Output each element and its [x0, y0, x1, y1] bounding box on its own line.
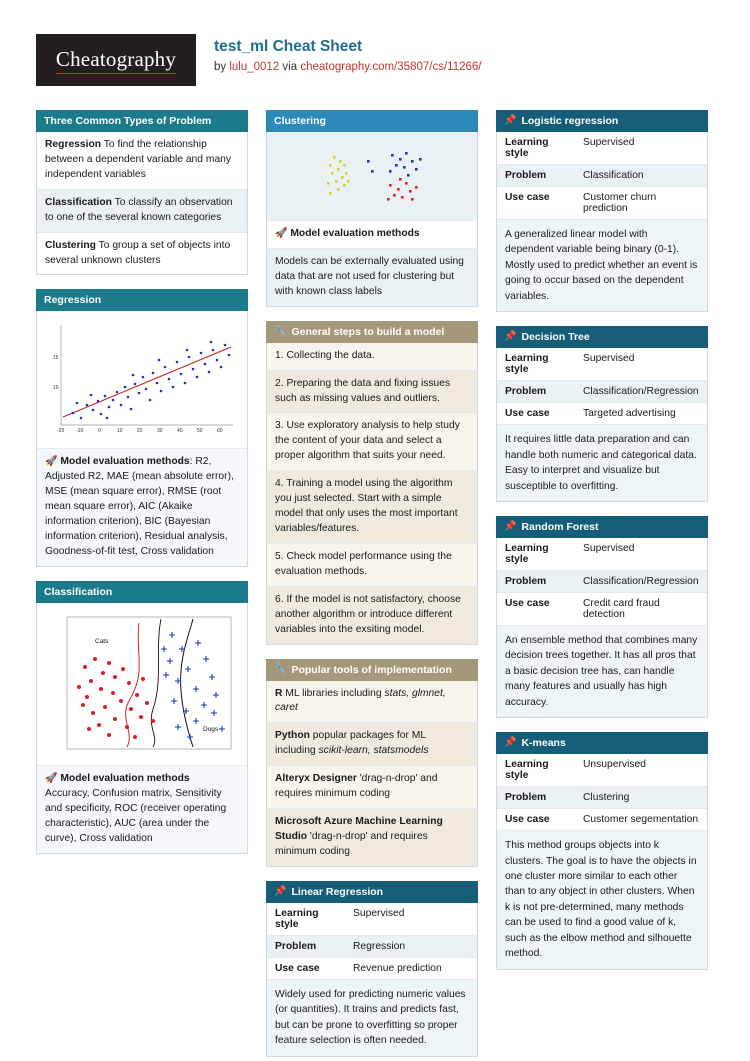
step-2: 2. Preparing the data and fixing issues such as missing values and outliers.	[267, 371, 477, 414]
card-title-decision-tree	[496, 326, 708, 348]
value-use-case: Customer churn prediction	[575, 187, 707, 220]
svg-text:10: 10	[53, 385, 59, 392]
pin-icon: 📌	[274, 885, 287, 897]
value-learning-style: Unsupervised	[575, 754, 707, 787]
wrench-icon: 🔧	[274, 325, 287, 337]
page-header	[36, 34, 716, 86]
value-learning-style: Supervised	[575, 132, 707, 165]
value-use-case: Targeted advertising	[575, 403, 707, 425]
author-link[interactable]: lulu_0012	[229, 61, 280, 73]
clustering-svg	[271, 136, 473, 216]
step-1: 1. Collecting the data.	[267, 343, 477, 371]
svg-text:50: 50	[197, 428, 203, 435]
value-use-case: Customer segementation	[575, 809, 707, 831]
classification-svg	[43, 609, 241, 759]
tool-alteryx-text: 'drag-n-drop' and requires minimum coding	[275, 773, 438, 800]
table-row	[497, 403, 707, 425]
key-learning-style: Learning style	[497, 538, 575, 571]
card-title-problem-types: Three Common Types of Problem	[36, 110, 248, 132]
tool-r	[267, 681, 477, 724]
classification-eval	[37, 766, 247, 853]
card-title-popular-tools	[266, 659, 478, 681]
regression-eval-text: : R2, Adjusted R2, MAE (mean absolute error), MSE (mean square error), RMSE (root mean square error), AIC (Akaike information criterion), BIC (Bayesian information criterion), Residual analysis, Goodness-of-fit test, Cross validation	[45, 456, 234, 557]
source-link[interactable]: cheatography.com/35807/cs/11266/	[300, 61, 482, 73]
clustering-scatter-chart	[267, 132, 477, 221]
column-middle	[266, 110, 478, 1061]
svg-text:30: 30	[157, 428, 163, 435]
value-problem: Classification	[575, 165, 707, 187]
value-learning-style: Supervised	[575, 538, 707, 571]
term-classification: Classification	[45, 196, 112, 208]
key-learning-style: Learning style	[267, 903, 345, 936]
wrench-icon: 🔧	[274, 663, 287, 675]
table-row	[497, 570, 707, 592]
table-row	[497, 592, 707, 625]
tool-alteryx	[267, 766, 477, 809]
card-title-decision-tree-label: Decision Tree	[521, 331, 590, 344]
table-row	[267, 903, 477, 936]
linear-regression-note: Widely used for predicting numeric values (or quantities). It trains and predicts fast, but can be prone to overfitting so proper feature selection is often needed.	[267, 980, 477, 1056]
table-row	[497, 809, 707, 831]
rocket-icon: 🚀	[45, 772, 58, 784]
tool-python	[267, 723, 477, 766]
column-right	[496, 110, 708, 984]
clustering-eval-text: Models can be externally evaluated using data that are not used for clustering but with known class labels	[267, 249, 477, 306]
card-title-random-forest	[496, 516, 708, 538]
table-row	[497, 787, 707, 809]
regression-scatter-chart	[37, 311, 247, 449]
table-row	[497, 132, 707, 165]
key-use-case: Use case	[497, 187, 575, 220]
key-use-case: Use case	[267, 957, 345, 979]
classification-eval-label: Model evaluation methods	[60, 772, 190, 784]
value-problem: Regression	[345, 935, 477, 957]
table-row	[497, 381, 707, 403]
random-forest-table	[497, 538, 707, 626]
card-random-forest	[496, 516, 708, 718]
table-row	[497, 348, 707, 381]
card-general-steps	[266, 321, 478, 645]
term-clustering: Clustering	[45, 239, 96, 251]
row-regression-def	[37, 132, 247, 190]
card-decision-tree	[496, 326, 708, 502]
clustering-eval-header	[267, 221, 477, 249]
pin-icon: 📌	[504, 520, 517, 532]
value-use-case: Revenue prediction	[345, 957, 477, 979]
table-row	[497, 538, 707, 571]
pin-icon: 📌	[504, 115, 517, 126]
byline	[214, 61, 481, 73]
value-use-case: Credit card fraud detection	[575, 592, 707, 625]
regression-svg	[43, 317, 241, 442]
rocket-icon: 🚀	[45, 456, 58, 468]
key-use-case: Use case	[497, 592, 575, 625]
card-title-linear-regression-label: Linear Regression	[291, 885, 384, 898]
card-clustering	[266, 110, 478, 307]
key-problem: Problem	[497, 165, 575, 187]
kmeans-note: This method groups objects into k clusters. The goal is to have the objects in one cluster more similar to each other than to any object in other clusters. When k is not pre-determined, many methods can be used to find a good value of k, such as the elbow method and silhouette method.	[497, 831, 707, 969]
tool-r-text: ML libraries including	[282, 687, 385, 699]
step-4: 4. Training a model using the algorithm you just selected. Start with a simple model that only uses the most important variables/features.	[267, 471, 477, 544]
card-title-random-forest-label: Random Forest	[521, 520, 599, 533]
tool-python-em: scikit-learn, statsmodels	[318, 745, 429, 757]
byline-prefix: by	[214, 61, 230, 73]
card-title-clustering: Clustering	[266, 110, 478, 132]
table-row	[497, 187, 707, 220]
key-learning-style: Learning style	[497, 754, 575, 787]
tool-azure	[267, 809, 477, 866]
value-problem: Classification/Regression	[575, 570, 707, 592]
svg-text:60: 60	[217, 428, 223, 435]
card-title-regression: Regression	[36, 289, 248, 311]
value-learning-style: Supervised	[345, 903, 477, 936]
table-row	[497, 754, 707, 787]
tool-python-name: Python	[275, 730, 310, 742]
logistic-regression-note: A generalized linear model with dependent variable being binary (0-1). Mostly used to predict whether an event is going to occur based on the dependent variables.	[497, 220, 707, 311]
pin-icon: 📌	[504, 331, 517, 343]
tool-azure-name: Microsoft Azure Machine Learning Studio	[275, 816, 443, 842]
byline-mid: via	[279, 61, 301, 73]
logistic-regression-table	[497, 132, 707, 220]
card-title-general-steps	[266, 321, 478, 343]
card-popular-tools	[266, 659, 478, 867]
value-problem: Clustering	[575, 787, 707, 809]
card-title-kmeans	[496, 732, 708, 754]
pin-icon: 📌	[504, 737, 517, 749]
text-classification: To classify an observation to one of the several known categories	[45, 196, 233, 223]
table-row	[267, 957, 477, 979]
text-clustering: To group a set of objects into several unknown clusters	[45, 239, 231, 266]
card-title-popular-tools-label: Popular tools of implementation	[291, 663, 452, 676]
row-clustering-def	[37, 233, 247, 275]
column-left	[36, 110, 248, 868]
regression-eval-label: Model evaluation methods	[60, 456, 190, 468]
key-problem: Problem	[267, 935, 345, 957]
tool-r-em: stats, glmnet, caret	[275, 687, 446, 714]
classification-eval-text: Accuracy, Confusion matrix, Sensitivity and specificity, ROC (receiver operating characteristic), AUC (area under the curve), Cross validation	[45, 787, 227, 844]
tool-r-name: R	[275, 687, 283, 699]
random-forest-note: An ensemble method that combines many decision trees together. It has all pros that a basic decision tree has, can handle many features and usually has high accuracy.	[497, 626, 707, 717]
page-title: test_ml Cheat Sheet	[214, 38, 363, 55]
step-3: 3. Use exploratory analysis to help study the content of your data and select a proper algorithm that suits your need.	[267, 413, 477, 471]
card-title-logistic-regression	[496, 110, 708, 132]
step-6: 6. If the model is not satisfactory, choose another algorithm or introduce different variables into the exsiting model.	[267, 587, 477, 644]
card-logistic-regression	[496, 110, 708, 312]
svg-text:10: 10	[117, 428, 123, 435]
tool-alteryx-name: Alteryx Designer	[275, 773, 357, 785]
svg-text:-20: -20	[57, 428, 65, 435]
key-learning-style: Learning style	[497, 132, 575, 165]
clustering-eval-label: Model evaluation methods	[290, 228, 420, 239]
card-title-classification: Classification	[36, 581, 248, 603]
key-problem: Problem	[497, 570, 575, 592]
key-use-case: Use case	[497, 403, 575, 425]
linear-regression-table	[267, 903, 477, 980]
card-title-linear-regression	[266, 881, 478, 903]
classification-scatter-chart	[37, 603, 247, 766]
decision-tree-note: It requires little data preparation and can handle both numeric and categorical data. Easy to interpret and visualize but susceptible to overfitting.	[497, 425, 707, 501]
table-row	[267, 935, 477, 957]
svg-text:-10: -10	[76, 428, 84, 435]
label-dogs: Dogs	[203, 725, 219, 733]
step-5: 5. Check model performance using the evaluation methods.	[267, 544, 477, 587]
table-row	[497, 165, 707, 187]
regression-eval	[37, 449, 247, 565]
card-title-kmeans-label: K-means	[521, 737, 566, 750]
card-title-general-steps-label: General steps to build a model	[291, 325, 445, 338]
card-title-logistic-regression-label: Logistic regression	[521, 115, 619, 127]
card-linear-regression	[266, 881, 478, 1057]
tool-azure-text: 'drag-n-drop' and requires minimum coding	[275, 830, 428, 857]
card-regression	[36, 289, 248, 566]
label-cats: Cats	[95, 637, 109, 645]
decision-tree-table	[497, 348, 707, 425]
term-regression: Regression	[45, 139, 102, 150]
svg-text:0: 0	[98, 428, 101, 435]
value-problem: Classification/Regression	[575, 381, 707, 403]
value-learning-style: Supervised	[575, 348, 707, 381]
key-problem: Problem	[497, 381, 575, 403]
svg-text:20: 20	[137, 428, 143, 435]
card-problem-types	[36, 110, 248, 275]
rocket-icon: 🚀	[275, 228, 288, 239]
text-regression: To find the relationship between a dependent variable and many independent variables	[45, 139, 232, 180]
cheatography-logo[interactable]	[36, 34, 196, 86]
svg-text:15: 15	[53, 355, 59, 362]
tool-python-text: popular packages for ML including	[275, 730, 426, 757]
card-kmeans	[496, 732, 708, 970]
card-classification	[36, 581, 248, 854]
logo-text: Cheatography	[56, 47, 176, 74]
key-use-case: Use case	[497, 809, 575, 831]
key-learning-style: Learning style	[497, 348, 575, 381]
row-classification-def	[37, 190, 247, 233]
svg-text:40: 40	[177, 428, 183, 435]
kmeans-table	[497, 754, 707, 831]
key-problem: Problem	[497, 787, 575, 809]
